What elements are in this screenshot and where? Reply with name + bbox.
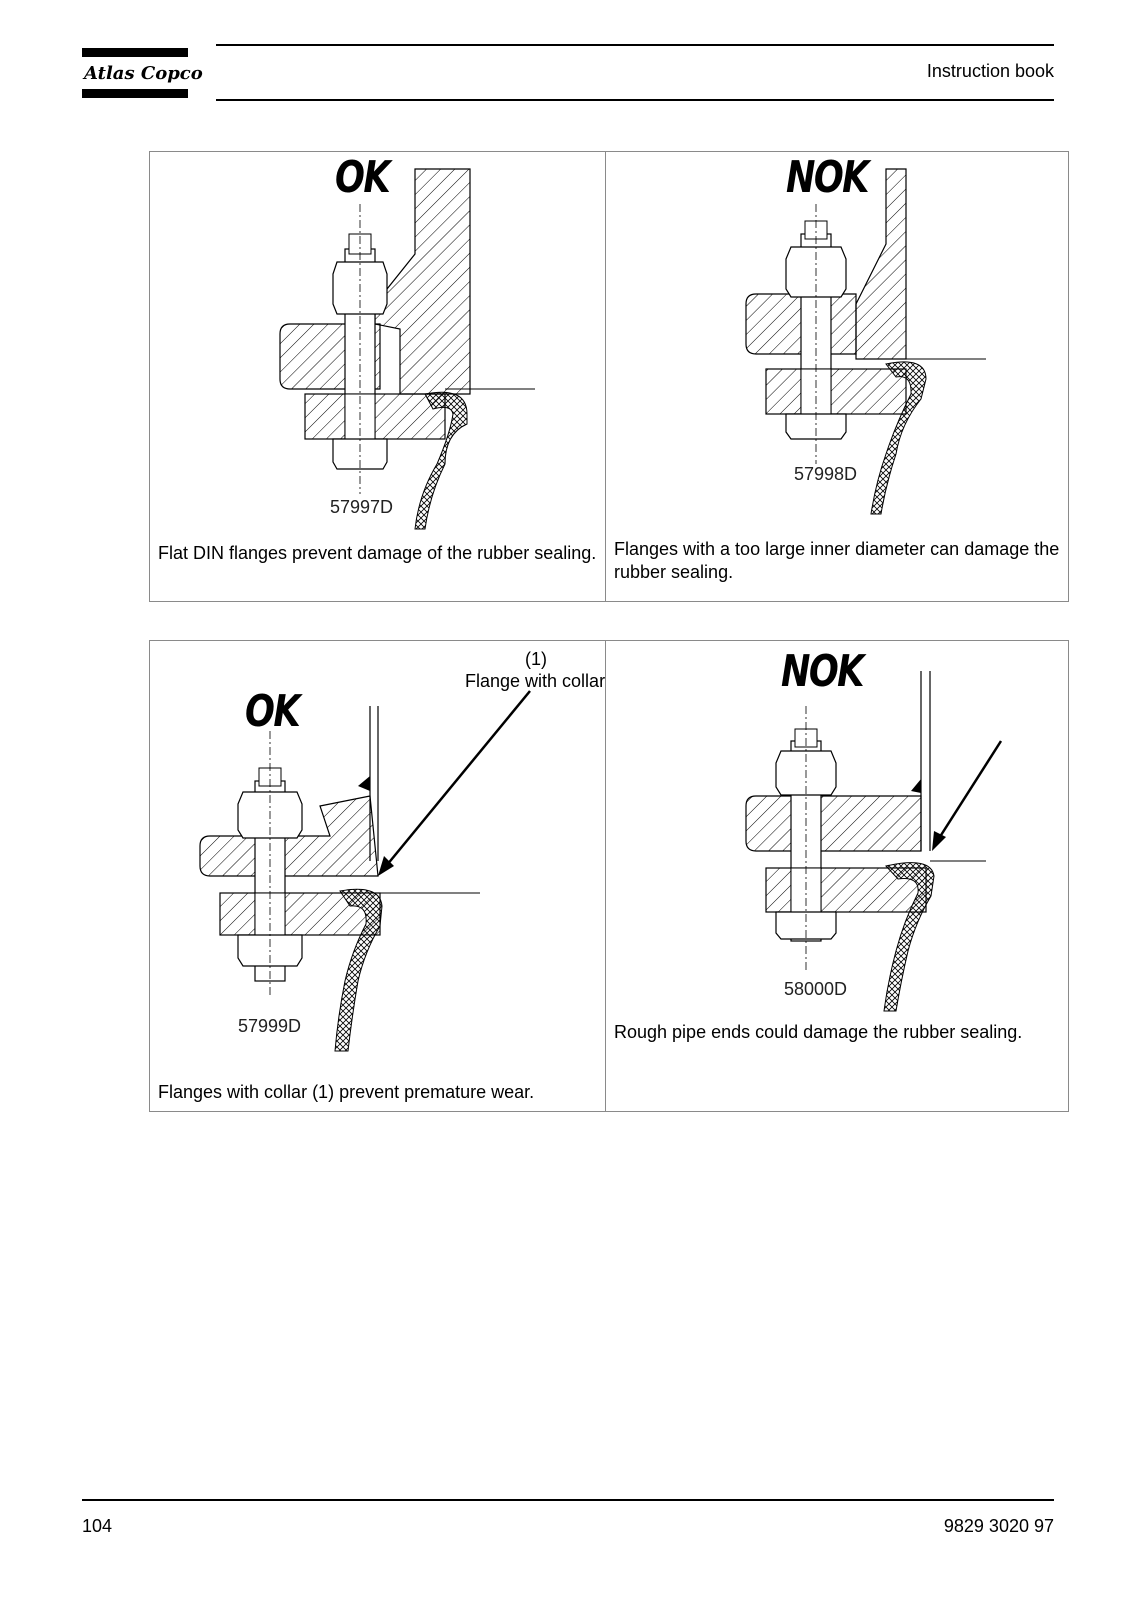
caption: Flanges with a too large inner diameter can damage the rubber sealing. [614, 539, 1060, 582]
nok-mark: NOK [781, 646, 863, 697]
logo-brand-text: Atlas Copco [84, 63, 203, 84]
figure-code: 57999D [238, 1016, 302, 1036]
figure-code: 57998D [794, 464, 858, 484]
ok-mark: OK [245, 686, 299, 737]
header-title: Instruction book [926, 61, 1054, 81]
table2-cell-nok [605, 641, 1068, 1111]
atlas-copco-logo [82, 48, 203, 100]
flange-comparison-table-2 [149, 640, 1069, 1112]
callout-text: Flange with collar [465, 671, 606, 691]
callout-number: (1) [525, 649, 547, 669]
caption: Flat DIN flanges prevent damage of the rubber sealing. [158, 543, 597, 563]
document-number: 9829 3020 97 [943, 1516, 1054, 1536]
caption: Flanges with collar (1) prevent premature wear. [158, 1082, 535, 1102]
figure-code: 57997D [330, 497, 394, 517]
table1-cell-nok [605, 152, 1068, 601]
figure-code: 58000D [784, 979, 848, 999]
footer-rule [82, 1499, 1054, 1501]
header-bottom-rule [216, 99, 1054, 101]
caption: Rough pipe ends could damage the rubber sealing. [614, 1022, 1023, 1042]
page-number: 104 [82, 1516, 113, 1536]
nok-mark: NOK [786, 152, 868, 203]
table2-cell-ok [150, 641, 605, 1111]
table1-cell-ok [150, 152, 605, 601]
flat-din-flange-drawing [205, 164, 535, 534]
collar-flange-drawing [190, 696, 610, 1061]
flange-comparison-table-1 [149, 151, 1069, 602]
ok-mark: OK [335, 152, 389, 203]
header-top-rule [216, 44, 1054, 46]
